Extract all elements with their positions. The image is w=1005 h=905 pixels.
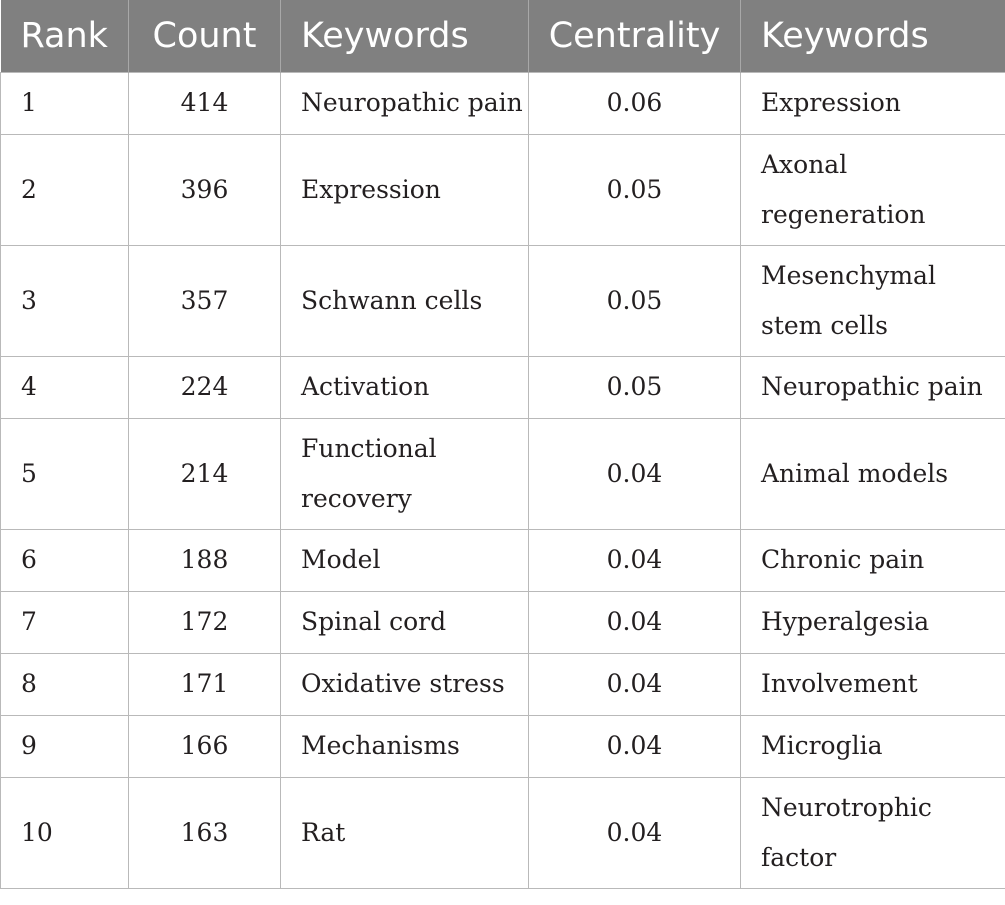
count-cell: 224 xyxy=(129,356,281,418)
keyword-cell: Neuropathic pain xyxy=(281,72,529,134)
count-cell: 166 xyxy=(129,715,281,777)
keyword-cell: Spinal cord xyxy=(281,591,529,653)
rank-cell: 9 xyxy=(1,715,129,777)
centrality-cell: 0.04 xyxy=(529,715,741,777)
rank-cell: 5 xyxy=(1,418,129,529)
header-centrality: Centrality xyxy=(529,0,741,72)
header-keywords: Keywords xyxy=(281,0,529,72)
keyword-cell: Expression xyxy=(281,134,529,245)
table-row xyxy=(1,356,1005,418)
count-cell: 396 xyxy=(129,134,281,245)
keyword2-cell: Neuropathic pain xyxy=(741,356,1005,418)
keyword2-cell: Microglia xyxy=(741,715,1005,777)
header-row xyxy=(1,0,1005,72)
rank-cell: 7 xyxy=(1,591,129,653)
keyword2-cell: Hyperalgesia xyxy=(741,591,1005,653)
centrality-cell: 0.04 xyxy=(529,777,741,888)
centrality-cell: 0.05 xyxy=(529,245,741,356)
keyword2-cell xyxy=(741,245,1005,356)
centrality-cell: 0.04 xyxy=(529,653,741,715)
centrality-cell: 0.06 xyxy=(529,72,741,134)
keyword-cell xyxy=(281,418,529,529)
rank-cell: 3 xyxy=(1,245,129,356)
rank-cell: 6 xyxy=(1,529,129,591)
table-row xyxy=(1,245,1005,356)
keyword2-cell xyxy=(741,777,1005,888)
keyword2-cell xyxy=(741,134,1005,245)
header-count: Count xyxy=(129,0,281,72)
table-row xyxy=(1,529,1005,591)
keyword2-cell: Chronic pain xyxy=(741,529,1005,591)
table-row xyxy=(1,72,1005,134)
count-cell: 188 xyxy=(129,529,281,591)
centrality-cell: 0.04 xyxy=(529,529,741,591)
header-keywords-centrality: Keywords xyxy=(741,0,1005,72)
centrality-cell: 0.05 xyxy=(529,134,741,245)
keyword-text: Functional recovery xyxy=(301,433,437,513)
table-row xyxy=(1,134,1005,245)
count-cell: 414 xyxy=(129,72,281,134)
keyword-cell: Schwann cells xyxy=(281,245,529,356)
keyword-cell: Model xyxy=(281,529,529,591)
centrality-cell: 0.05 xyxy=(529,356,741,418)
keyword2-cell: Involvement xyxy=(741,653,1005,715)
rank-cell: 2 xyxy=(1,134,129,245)
keyword2-text: Neurotrophic factor xyxy=(761,792,932,872)
keyword2-text: Axonal regeneration xyxy=(761,149,926,229)
table-row xyxy=(1,777,1005,888)
keyword-cell: Rat xyxy=(281,777,529,888)
keyword2-cell: Animal models xyxy=(741,418,1005,529)
rank-cell: 8 xyxy=(1,653,129,715)
table-row xyxy=(1,591,1005,653)
keyword-cell: Activation xyxy=(281,356,529,418)
rank-cell: 10 xyxy=(1,777,129,888)
count-cell: 357 xyxy=(129,245,281,356)
rank-cell: 4 xyxy=(1,356,129,418)
count-cell: 214 xyxy=(129,418,281,529)
keyword2-cell: Expression xyxy=(741,72,1005,134)
header-rank: Rank xyxy=(1,0,129,72)
table-row xyxy=(1,715,1005,777)
keyword2-text: Mesenchymal stem cells xyxy=(761,260,936,340)
keyword-cell: Mechanisms xyxy=(281,715,529,777)
count-cell: 163 xyxy=(129,777,281,888)
table-row xyxy=(1,418,1005,529)
rank-cell: 1 xyxy=(1,72,129,134)
count-cell: 172 xyxy=(129,591,281,653)
centrality-cell: 0.04 xyxy=(529,418,741,529)
table-row xyxy=(1,653,1005,715)
centrality-cell: 0.04 xyxy=(529,591,741,653)
keyword-cell: Oxidative stress xyxy=(281,653,529,715)
count-cell: 171 xyxy=(129,653,281,715)
